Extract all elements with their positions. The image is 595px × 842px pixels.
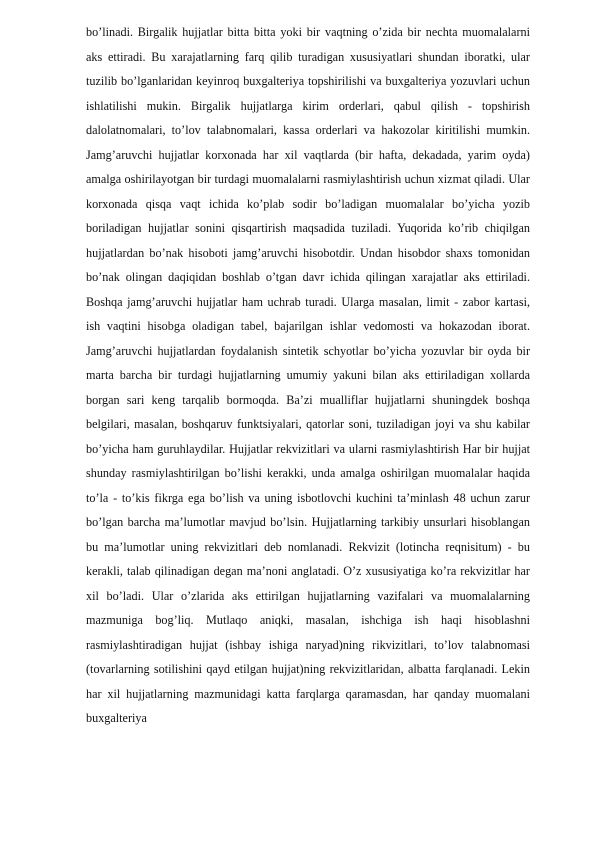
document-page — [86, 20, 530, 731]
body-paragraph: bo’linadi. Birgalik hujjatlar bitta bitta yoki bir vaqtning o’zida bir nechta muomalalarni aks ettiradi. Bu xarajatlarning farq qilib turadigan xususiyatlari shundan iboratki, ular tuzilib bo’lganlaridan keyinroq buxgalteriya topshirilishi va buxgalteriya yozuvlari uchun ishlatilishi mukin. Birgalik hujjatlarga kirim orderlari, qabul qilish - topshirish dalolatnomalari, to’lov talabnomalari, kassa orderlari va hakozolar kiritilishi mumkin. Jamg’aruvchi hujjatlar korxonada har xil vaqtlarda (bir hafta, dekadada, yarim oyda) amalga oshirilayotgan bir turdagi muomalalarni rasmiylashtirish uchun xizmat qiladi. Ular korxonada qisqa vaqt ichida ko’plab sodir bo’ladigan muomalalar bo’yicha yozib boriladigan hujjatlar sonini qisqartirish maqsadida tuziladi. Yuqorida ko’rib chiqilgan hujjatlardan bo’nak hisoboti jamg’aruvchi hisobotdir. Undan hisobdor shaxs tomonidan bo’nak olingan daqiqidan boshlab o’tgan davr ichida qilingan xarajatlar aks ettiriladi. Boshqa jamg’aruvchi hujjatlar ham uchrab turadi. Ularga masalan, limit - zabor kartasi, ish vaqtini hisobga oladigan tabel, bajarilgan ishlar vedomosti va hokazodan iborat. Jamg’aruvchi hujjatlardan foydalanish sintetik schyotlar bo’yicha yozuvlar bir oyda bir marta barcha bir turdagi hujjatlarning umumiy yakuni bilan aks ettiriladigan xollarda borgan sari keng tarqalib bormoqda. Ba’zi mualliflar hujjatlarni shuningdek boshqa belgilari, masalan, boshqaruv funktsiyalari, qatorlar soni, tuziladigan joyi va shu kabilar bo’yicha ham guruhlaydilar. Hujjatlar rekvizitlari va ularni rasmiylashtirish Har bir hujjat shunday rasmiylashtirilgan bo’lishi kerakki, unda amalga oshirilgan muomalalar haqida to’la - to’kis fikrga ega bo’lish va uning isbotlovchi kuchini ta’minlash 48 uchun zarur bo’lgan barcha ma’lumotlar mavjud bo’lsin. Hujjatlarning tarkibiy unsurlari hisoblangan bu ma’lumotlar uning rekvizitlari deb nomlanadi. Rekvizit (lotincha reqnisitum) - bu kerakli, talab qilinadigan degan ma’noni anglatadi. O’z xususiyatiga ko’ra rekvizitlar har xil bo’ladi. Ular o’zlarida aks ettirilgan hujjatlarning vazifalari va muomalalarning mazmuniga bog’liq. Mutlaqo aniqki, masalan, ishchiga ish haqi hisoblashni rasmiylashtiradigan hujjat (ishbay ishiga naryad)ning rikvizitlari, to’lov talabnomasi (tovarlarning sotilishini qayd etilgan hujjat)ning rekvizitlaridan, albatta farqlanadi. Lekin har xil hujjatlarning mazmunidagi katta farqlarga qaramasdan, har qanday muomalani buxgalteriya — [86, 25, 530, 725]
